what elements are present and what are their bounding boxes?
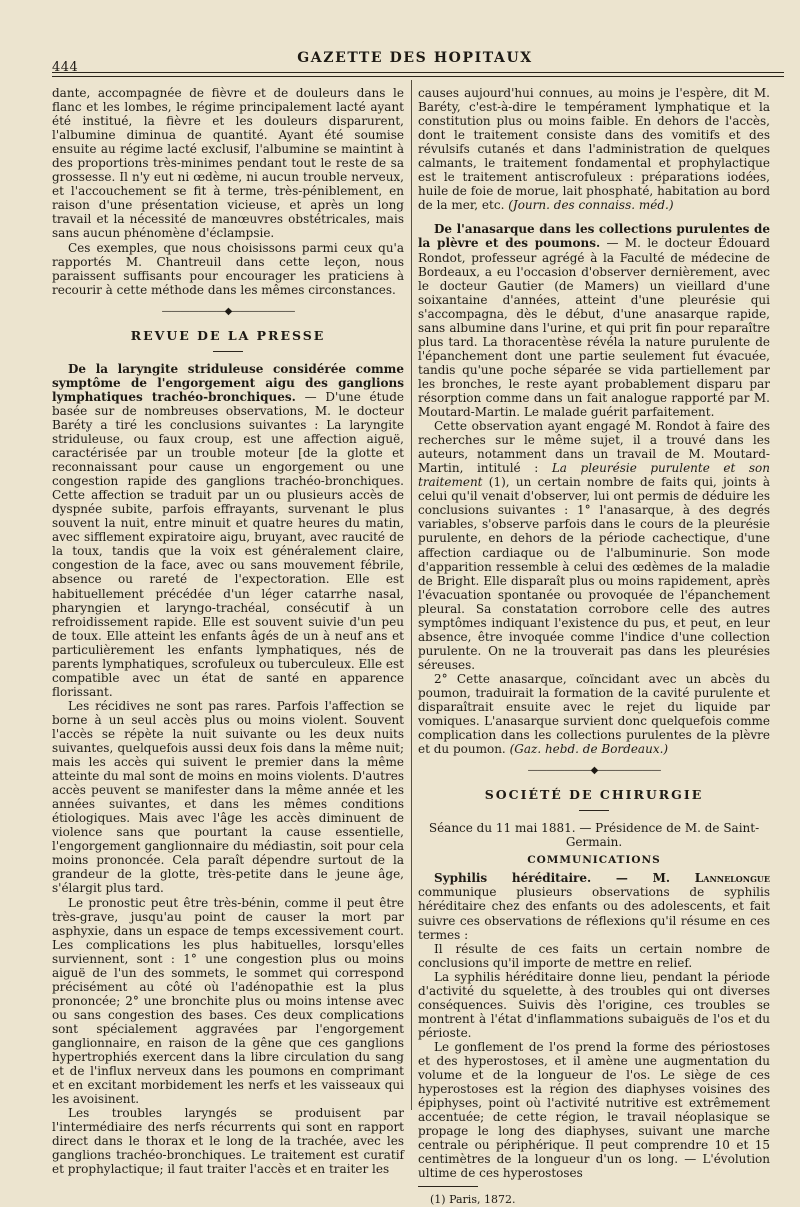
paragraph: Ces exemples, que nous choisissons parmi ceux qu'a rapportés M. Chantreuil dans cette leçon, nous paraissent suffisants pour encourager les praticiens à recourir à cette méthode dans les mêmes circonstances.: [52, 240, 404, 297]
paragraph: La syphilis héréditaire donne lieu, pendant la période d'activité du squelette, à des troubles qui ont diverses conséquences. Suivis dès l'origine, ces troubles se montrent à l'état d'inflammations subaiguës de l'os et du périoste.: [418, 969, 770, 1040]
article-text: — D'une étude basée sur de nombreuses observations, M. le docteur Baréty a tiré les conclusions suivantes : La laryngite striduleuse, ou faux croup, est une affection aiguë, caractérisée par un trouble moteur [de la glotte et reconnaissant pour cause un engorgement ou une congestion rapide des ganglions trachéo-bronchiques. Cette affection se traduit par un ou plusieurs accès de dyspnée subite, parfois effrayants, survenant le plus souvent la nuit, entre minuit et quatre heures du matin, avec sifflement expiratoire aigu, bruyant, avec raucité de la toux, tandis que la voix est généralement claire, congestion de la face, avec ou sans mouvement fébrile, absence ou rareté de l'expectoration. Elle est habituellement précédée d'un léger catarrhe nasal, pharyngien et laryngo-trachéal, consécutif à un refroidissement rapide. Elle est souvent suivie d'un peu de toux. Elle atteint les enfants âgés de un à neuf ans et particulièrement les enfants lymphatiques, nés de parents lymphatiques, scrofuleux ou tuberculeux. Elle est compatible avec un état de santé en apparence florissant.: [52, 389, 404, 699]
section-heading-societe: SOCIÉTÉ DE CHIRURGIE: [484, 787, 704, 803]
running-title: GAZETTE DES HOPITAUX: [297, 50, 533, 66]
paragraph-text: 2° Cette anasarque, coïncidant avec un abcès du poumon, traduirait la formation de la cavité purulente et disparaîtrait ensuite avec le rejet du liquide par vomiques. L'anasarque survient donc quelquefois comme complication dans les collections purulentes de la plèvre et du poumon.: [418, 671, 770, 757]
communications-heading: COMMUNICATIONS: [527, 854, 661, 867]
article-text: — M. le docteur Édouard Rondot, professeur agrégé à la Faculté de médecine de Bordeaux, a eu l'occasion d'observer dernièrement, avec le docteur Gautier (de Mamers) un vieillard d'une soixantaine d'années, atteint d'une pleurésie qui s'accompagna, dès le début, d'une anasarque rapide, sans albumine dans l'urine, et qui prit fin pour reparaître plus tard. La thoracentèse révéla la nature purulente de l'épanchement dont une partie seulement fut évacuée, tandis qu'une poche séparée se vida partiellement par les bronches, le reste ayant probablement disparu par résorption comme dans un fait analogue rapporté par M. Moutard-Martin. Le malade guérit parfaitement.: [418, 236, 770, 420]
header-rule: [52, 72, 784, 73]
short-rule: [213, 351, 243, 352]
seance-line: Séance du 11 mai 1881. — Présidence de M. de Saint-Germain.: [428, 821, 760, 850]
paragraph-text: Cette observation ayant engagé M. Rondot à faire des recherches sur le même sujet, il a trouvé dans les auteurs, notamment dans un travail de M. Moutard-Martin, intitulé :: [418, 419, 770, 476]
paragraph-text: (1), un certain nombre de faits qui, joints à celui qu'il venait d'observer, lui ont permis de déduire les conclusions suivantes : 1° l'anasarque, à des degrés variables, s'observe parfois dans le cours de la pleurésie purulente, en dehors de la période cachectique, d'une affection cardiaque ou de l'albuminurie. Son mode d'apparition ressemble à celui des œdèmes de la maladie de Bright. Elle disparaît plus ou moins rapidement, après l'évacuation spontanée ou provoquée de l'épanchement pleural. Sa constatation corrobore celle des autres symptômes indiquant l'existence du pus, et peut, en leur absence, être invoquée comme l'indice d'une collection purulente. On ne la trouverait pas dans les pleurésies séreuses.: [418, 475, 770, 672]
right-column: [418, 86, 770, 1207]
author-name: — M. Lannelongue: [591, 871, 770, 886]
header-rule-thin: [52, 76, 784, 77]
paragraph: [418, 672, 770, 756]
paragraph: [418, 86, 770, 212]
section-heading-revue: REVUE DE LA PRESSE: [130, 327, 326, 343]
paragraph: Le gonflement de l'os prend la forme des périostoses et des hyperostoses, et il amène une augmentation du volume et de la longueur de l'os. Le siège de ces hyperostoses est la région des diaphyses voisines des épiphyses, point où l'activité nutritive est extrêmement accentuée; de cette région, le travail néoplasique se propage le long des diaphyses, suivant une marche centrale ou périphérique. Il peut comprendre 10 et 15 centimètres de la longueur d'un os long. — L'évolution ultime de ces hyperostoses: [418, 1039, 770, 1181]
ornament-divider: ———————◆———————: [527, 765, 661, 777]
article-text: communique plusieurs observations de syphilis héréditaire chez des enfants ou des adolescents, et fait suivre ces observations de réflexions qu'il résume en ces termes :: [418, 885, 770, 942]
short-rule: [579, 810, 609, 811]
paragraph: Le pronostic peut être très-bénin, comme il peut être très-grave, jusqu'au point de causer la mort par asphyxie, dans un espace de temps excessivement court. Les complications les plus habituelles, lorsqu'elles surviennent, sont : 1° une congestion plus ou moins aiguë de l'un des sommets, le sommet qui correspond précisément au côté où l'adénopathie est la plus prononcée; 2° une bronchite plus ou moins intense avec ou sans congestion des bases. Ces deux complications sont spécialement aggravées par l'engorgement ganglionnaire, en raison de la gêne que ces ganglions hypertrophiés exercent dans la libre circulation du sang et de l'influx nerveux dans les poumons en comprimant et en excitant morbidement les nerfs et les vaisseaux qui les avoisinent.: [52, 895, 404, 1107]
article-title: De l'anasarque dans les collections purulentes de la plèvre et des poumons.: [418, 222, 770, 251]
paragraph: Les troubles laryngés se produisent par l'intermédiaire des nerfs récurrents qui sont en rapport direct dans le thorax et le long de la trachée, avec les ganglions trachéo-bronchiques. Le traitement est curatif et prophylactique; il faut traiter l'accès et en traiter les: [52, 1106, 404, 1177]
ornament-divider: ———————◆———————: [161, 305, 295, 317]
paragraph: Il résulte de ces faits un certain nombre de conclusions qu'il importe de mettre en relief.: [418, 941, 770, 970]
left-column: [52, 86, 404, 1176]
source-citation: (Gaz. hebd. de Bordeaux.): [509, 742, 669, 757]
paragraph: Les récidives ne sont pas rares. Parfois l'affection se borne à un seul accès plus ou moins violent. Souvent l'accès se répète la nuit suivante ou les deux nuits suivantes, quelquefois aussi deux fois dans la même nuit; mais les accès qui suivent le premier dans la même atteinte du mal sont de moins en moins violents. D'autres accès peuvent se manifester dans la même année et les années suivantes, et dans les mêmes conditions étiologiques. Mais avec l'âge les accès diminuent de violence sans que pourtant la cause essentielle, l'engorgement ganglionnaire du médiastin, soit pour cela moins prononcée. Cela paraît dépendre surtout de la grandeur de la glotte, très-petite dans le jeune âge, s'élargit plus tard.: [52, 698, 404, 896]
cited-title: La pleurésie purulente et son traitement: [418, 461, 770, 490]
article-anasarque: [418, 222, 770, 419]
paragraph-text: causes aujourd'hui connues, au moins je l'espère, dit M. Baréty, c'est-à-dire le tempérament lymphatique et la constitution plus ou moins faible. En dehors de l'accès, dont le traitement consiste dans des vomitifs et des révulsifs cutanés et dans l'administration de quelques calmants, le traitement fondamental et prophylactique est le traitement antiscrofuleux : préparations iodées, huile de foie de morue, lait phosphaté, habitation au bord de la mer, etc.: [418, 86, 770, 213]
paragraph: dante, accompagnée de fièvre et de douleurs dans le flanc et les lombes, le régime principalement lacté ayant été institué, la fièvre et les douleurs disparurent, l'albumine diminua de quantité. Ayant été soumise ensuite au régime lacté exclusif, l'albumine se maintint à des proportions très-minimes pendant tout le reste de sa grossesse. Il n'y eut ni œdème, ni aucun trouble nerveux, et l'accouchement se fit à terme, très-péniblement, en raison d'une présentation vicieuse, et après un long travail et la nécessité de manœuvres obstétricales, mais sans aucun phénomène d'éclampsie.: [52, 86, 404, 241]
article-title: Syphilis héréditaire.: [434, 871, 592, 886]
paragraph: [418, 419, 770, 672]
page-number: 444: [52, 60, 79, 75]
article-syphilis: [418, 871, 770, 941]
footnote: (1) Paris, 1872.: [430, 1193, 516, 1207]
footnote-rule: [418, 1186, 478, 1187]
column-divider: [411, 80, 412, 1110]
source-citation: (Journ. des connaiss. méd.): [508, 198, 674, 213]
article-laryngite: [52, 362, 404, 699]
article-title: De la laryngite striduleuse considérée comme symptôme de l'engorgement aigu des ganglions lymphatiques trachéo-bronchiques.: [52, 361, 404, 404]
